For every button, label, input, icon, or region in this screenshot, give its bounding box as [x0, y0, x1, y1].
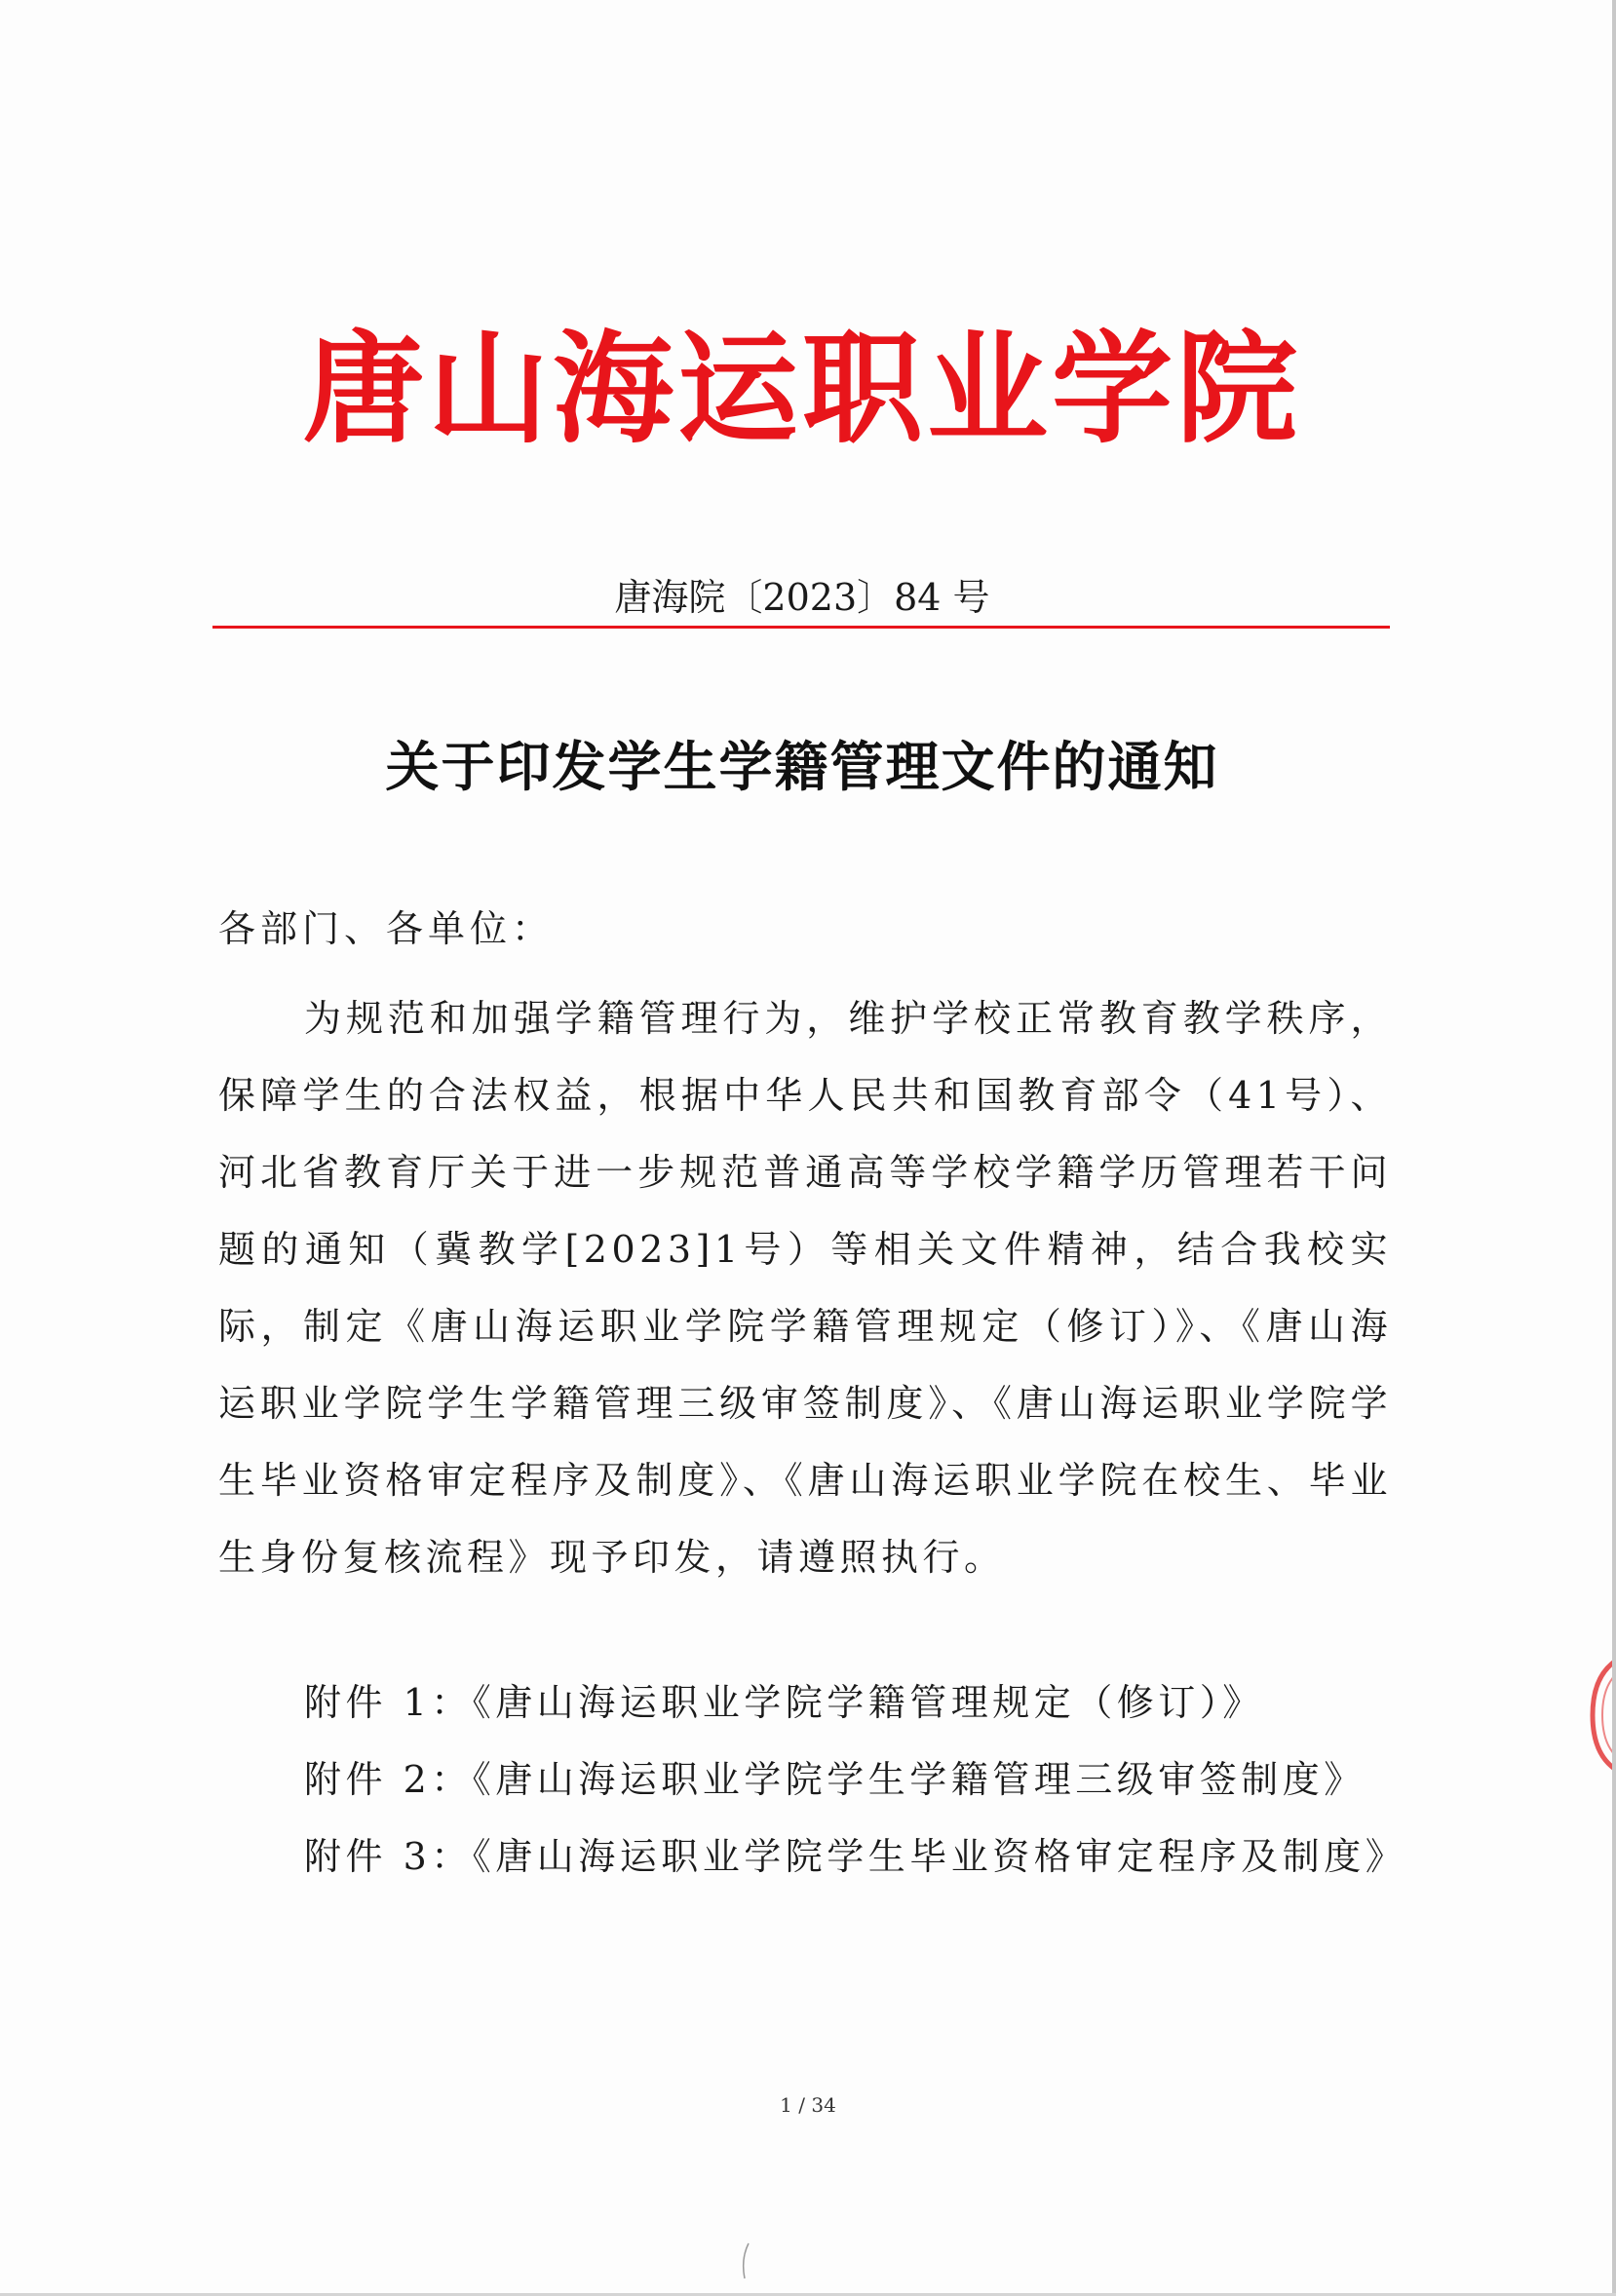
scan-mark — [739, 2241, 750, 2280]
document-number: 唐海院〔2023〕84 号 — [614, 576, 990, 619]
scan-edge — [1612, 0, 1616, 2296]
institution-masthead: 唐山海运职业学院 — [302, 319, 1301, 460]
addressee-line: 各部门、各单位： — [218, 907, 555, 950]
attachment-list — [218, 1665, 1407, 1895]
body-paragraph: 为规范和加强学籍管理行为，维护学校正常教育教学秩序，保障学生的合法权益，根据中华人民共和国教育部令（41号）、河北省教育厅关于进一步规范普通高等学校学籍学历管理若干问题的通知（冀教学[2023]1号）等相关文件精神，结合我校实际，制定《唐山海运职业学院学籍管理规定（修订）》、《唐山海运职业学院学生学籍管理三级审签制度》、《唐山海运职业学院学生毕业资格审定程序及制度》、《唐山海运职业学院在校生、毕业生身份复核流程》现予印发，请遵照执行。 — [218, 997, 1392, 1579]
page-number: 1 / 34 — [780, 2093, 836, 2117]
red-divider-line — [212, 626, 1390, 629]
document-title: 关于印发学生学籍管理文件的通知 — [385, 735, 1219, 798]
attachment-item: 附件 3：《唐山海运职业学院学生毕业资格审定程序及制度》 — [304, 1835, 1407, 1878]
attachment-item: 附件 1：《唐山海运职业学院学籍管理规定（修订）》 — [304, 1681, 1264, 1724]
attachment-item: 附件 2：《唐山海运职业学院学生学籍管理三级审签制度》 — [304, 1758, 1366, 1801]
